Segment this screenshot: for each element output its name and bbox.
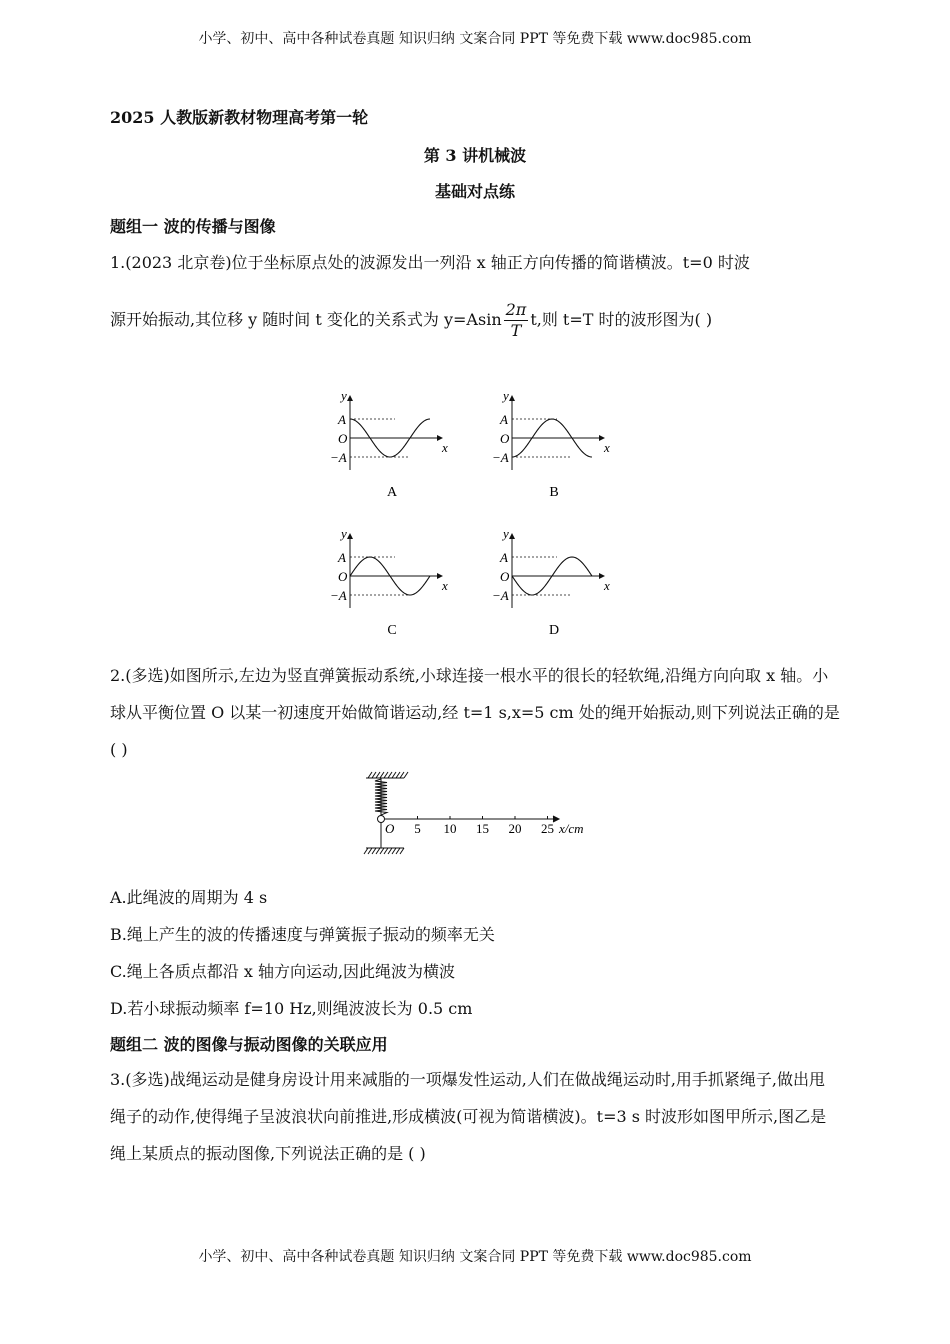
wave-graph-b [492,388,610,500]
x-tick-label: 10 [443,821,457,836]
x-axis-label: x [604,578,610,593]
tick-label-o: O [338,431,348,446]
tick-label-neg-a: −A [492,588,509,603]
x-tick-label: 20 [508,821,522,836]
tick-label-o: O [500,431,510,446]
q1-fraction-num: 2π [505,300,527,319]
subtitle: 基础对点练 [434,182,515,201]
x-tick-label: 5 [414,821,421,836]
q2-option-b: B.绳上产生的波的传播速度与弹簧振子振动的频率无关 [110,925,495,944]
x-unit-label: x/cm [559,821,584,836]
graph-caption: A [386,485,398,500]
y-axis-label: y [503,388,509,403]
tick-label-neg-a: −A [492,450,509,465]
section-heading-group1: 题组一 波的传播与图像 [110,217,276,236]
q1-line1: 1.(2023 北京卷)位于坐标原点处的波源发出一列沿 x 轴正方向传播的简谐横波。t=0 时波 [110,253,750,272]
section-heading-group2: 题组二 波的图像与振动图像的关联应用 [110,1035,388,1054]
tick-label-neg-a: −A [330,588,347,603]
page-header: 小学、初中、高中各种试卷真题 知识归纳 文案合同 PPT 等免费下载 www.doc985.com [198,31,752,47]
q2-option-c: C.绳上各质点都沿 x 轴方向运动,因此绳波为横波 [110,962,456,981]
x-axis-label: x [442,578,448,593]
tick-label-o: O [500,569,510,584]
y-axis-label: y [503,526,509,541]
wave-graph-c [330,526,448,638]
x-axis-label: x [442,440,448,455]
q2-stem: 2.(多选)如图所示,左边为竖直弹簧振动系统,小球连接一根水平的很长的轻软绳,沿绳方向向取 x 轴。小球从平衡位置 O 以某一初速度开始做简谐运动,经 t=1 s,x=5 cm 处的绳开始振动,则下列说法正确的是( ) [110,666,840,759]
x-tick-label: 15 [476,821,489,836]
graph-caption: C [387,623,397,638]
q3-stem: 3.(多选)战绳运动是健身房设计用来减脂的一项爆发性运动,人们在做战绳运动时,用手抓紧绳子,做出甩绳子的动作,使得绳子呈波浪状向前推进,形成横波(可视为简谐横波)。t=3 s 时波形如图甲所示,图乙是绳上某质点的振动图像,下列说法正确的是 ( ) [110,1070,827,1163]
lecture-title: 第 3 讲机械波 [423,146,527,165]
x-tick-label: 25 [541,821,554,836]
q1-line2-pre: 源开始振动,其位移 y 随时间 t 变化的关系式为 y=Asin [110,310,502,329]
graph-caption: B [549,485,559,500]
document-title: 2025 人教版新教材物理高考第一轮 [110,108,369,127]
tick-label-a: A [338,550,346,565]
tick-label-o: O [338,569,348,584]
y-axis-label: y [341,388,347,403]
tick-label-a: A [500,550,508,565]
origin-label: O [385,821,395,836]
q1-wave-graphs [320,380,630,655]
x-axis-label: x [604,440,610,455]
q1-fraction [504,300,529,341]
tick-label-a: A [500,412,508,427]
q2-spring-rope-figure [360,770,600,860]
wave-graph-a [330,388,448,500]
y-axis-label: y [341,526,347,541]
q2-option-d: D.若小球振动频率 f=10 Hz,则绳波波长为 0.5 cm [110,999,473,1018]
q1-fraction-den: T [510,321,522,340]
q1-line2 [110,300,712,341]
graph-caption: D [548,623,560,638]
tick-label-neg-a: −A [330,450,347,465]
page-footer: 小学、初中、高中各种试卷真题 知识归纳 文案合同 PPT 等免费下载 www.doc985.com [198,1249,752,1265]
q2-option-a: A.此绳波的周期为 4 s [110,888,268,907]
q1-line2-post: t,则 t=T 时的波形图为( ) [530,310,713,329]
wave-graph-d [492,526,610,638]
tick-label-a: A [338,412,346,427]
